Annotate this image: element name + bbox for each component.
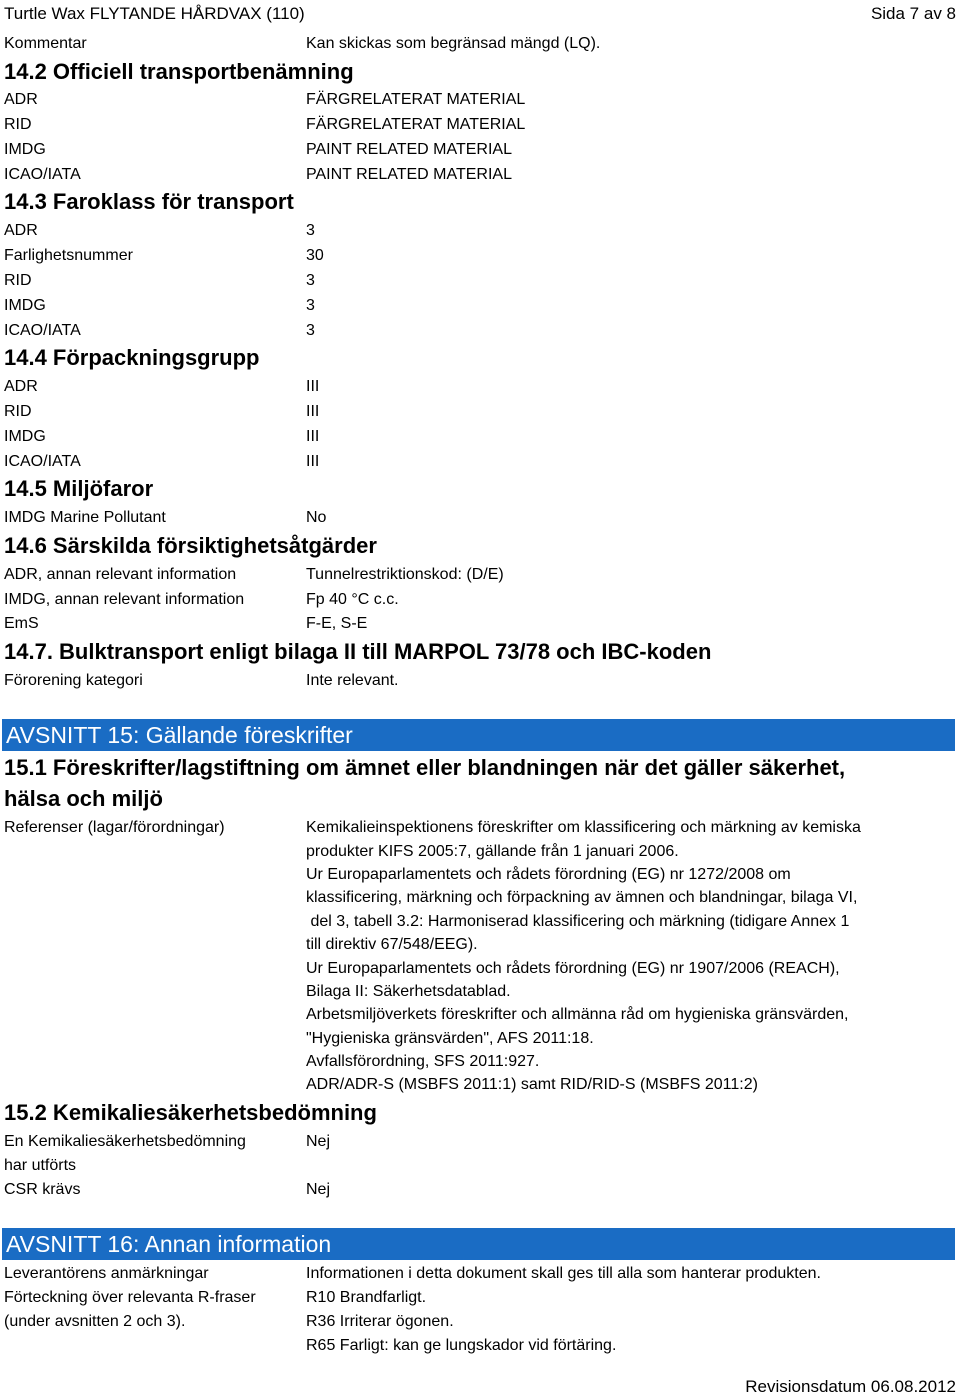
reference-line: "Hygieniska gränsvärden", AFS 2011:18. (306, 1030, 594, 1047)
document-title: Turtle Wax FLYTANDE HÅRDVAX (110) (4, 4, 305, 23)
row-value: 30 (306, 247, 324, 264)
row-value: FÄRGRELATERAT MATERIAL (306, 116, 526, 133)
row-label: ADR (4, 222, 38, 239)
section-16-band: AVSNITT 16: Annan information (2, 1228, 955, 1260)
reference-line: produkter KIFS 2005:7, gällande från 1 januari 2006. (306, 843, 679, 860)
supplier-notes-label: Leverantörens anmärkningar (4, 1265, 209, 1282)
ksb-label: En Kemikaliesäkerhetsbedömning (4, 1133, 246, 1150)
section-15-band: AVSNITT 15: Gällande föreskrifter (2, 719, 955, 751)
row-value: 3 (306, 272, 315, 289)
row-label: IMDG (4, 141, 46, 158)
heading-15-1: 15.1 Föreskrifter/lagstiftning om ämnet eller blandningen när det gäller säkerhet, (4, 755, 846, 780)
csr-label: CSR krävs (4, 1181, 81, 1198)
row-value: PAINT RELATED MATERIAL (306, 141, 512, 158)
row-value: PAINT RELATED MATERIAL (306, 166, 512, 183)
row-label: IMDG, annan relevant information (4, 591, 245, 608)
ksb-value: Nej (306, 1133, 331, 1150)
reference-line: till direktiv 67/548/EEG). (306, 936, 478, 953)
row-value: 3 (306, 297, 315, 314)
r-phrase: R10 Brandfarligt. (306, 1289, 427, 1306)
row-label: IMDG (4, 297, 46, 314)
heading-14-6: 14.6 Särskilda försiktighetsåtgärder (4, 533, 377, 558)
reference-line: klassificering, märkning och förpackning av ämnen och blandningar, bilaga VI, (306, 889, 858, 906)
reference-line: Arbetsmiljöverkets föreskrifter och allmänna råd om hygieniska gränsvärden, (306, 1006, 849, 1023)
row-label: RID (4, 272, 32, 289)
heading-15-2: 15.2 Kemikaliesäkerhetsbedömning (4, 1100, 377, 1125)
row-label: ICAO/IATA (4, 322, 81, 339)
reference-line: Avfallsförordning, SFS 2011:927. (306, 1053, 540, 1070)
r-phrase: R65 Farligt: kan ge lungskador vid förtäring. (306, 1337, 617, 1354)
row-value: 3 (306, 322, 315, 339)
row-value: FÄRGRELATERAT MATERIAL (306, 91, 526, 108)
reference-line: Ur Europaparlamentets och rådets förordning (EG) nr 1272/2008 om (306, 866, 791, 883)
row-label: EmS (4, 615, 39, 632)
row-label: ADR, annan relevant information (4, 566, 237, 583)
row-value: III (306, 428, 320, 445)
reference-line: Ur Europaparlamentets och rådets förordning (EG) nr 1907/2006 (REACH), (306, 960, 840, 977)
row-label: RID (4, 116, 32, 133)
row-value: F-E, S-E (306, 615, 368, 632)
heading-14-4: 14.4 Förpackningsgrupp (4, 345, 260, 370)
heading-14-2: 14.2 Officiell transportbenämning (4, 59, 354, 84)
row-value: Tunnelrestriktionskod: (D/E) (306, 566, 504, 583)
row-value: III (306, 378, 320, 395)
row-value: III (306, 403, 320, 420)
r-phrase: R36 Irriterar ögonen. (306, 1313, 454, 1330)
kommentar-label: Kommentar (4, 35, 87, 52)
row-label: RID (4, 403, 32, 420)
row-value: Fp 40 °C c.c. (306, 591, 399, 608)
reference-line: Kemikalieinspektionens föreskrifter om klassificering och märkning av kemiska (306, 819, 861, 836)
row-label: ICAO/IATA (4, 166, 81, 183)
r-phrases-label: Förteckning över relevanta R-fraser (4, 1289, 256, 1306)
row-value: 3 (306, 222, 315, 239)
row-value: III (306, 453, 320, 470)
revision-date: Revisionsdatum 06.08.2012 (745, 1377, 956, 1396)
row-label: IMDG (4, 428, 46, 445)
reference-line: Bilaga II: Säkerhetsdatablad. (306, 983, 511, 1000)
kommentar-value: Kan skickas som begränsad mängd (LQ). (306, 35, 601, 52)
reference-line: del 3, tabell 3.2: Harmoniserad klassificering och märkning (tidigare Annex 1 (306, 913, 850, 930)
row-label: Förorening kategori (4, 672, 143, 689)
row-label: ICAO/IATA (4, 453, 81, 470)
heading-14-7: 14.7. Bulktransport enligt bilaga II till MARPOL 73/78 och IBC-koden (4, 639, 712, 664)
row-label: Farlighetsnummer (4, 247, 133, 264)
page-number: Sida 7 av 8 (870, 4, 956, 23)
references-label: Referenser (lagar/förordningar) (4, 819, 225, 836)
csr-value: Nej (306, 1181, 331, 1198)
heading-15-1-cont: hälsa och miljö (4, 786, 163, 811)
heading-14-5: 14.5 Miljöfaror (4, 476, 154, 501)
row-label: ADR (4, 91, 38, 108)
reference-line: ADR/ADR-S (MSBFS 2011:1) samt RID/RID-S (MSBFS 2011:2) (306, 1076, 758, 1093)
heading-14-3: 14.3 Faroklass för transport (4, 189, 294, 214)
r-phrases-label-cont: (under avsnitten 2 och 3). (4, 1313, 186, 1330)
ksb-label-cont: har utförts (4, 1157, 77, 1174)
row-label: ADR (4, 378, 38, 395)
row-value: No (306, 509, 327, 526)
supplier-notes-value: Informationen i detta dokument skall ges till alla som hanterar produkten. (306, 1265, 821, 1282)
row-value: Inte relevant. (306, 672, 399, 689)
row-label: IMDG Marine Pollutant (4, 509, 166, 526)
